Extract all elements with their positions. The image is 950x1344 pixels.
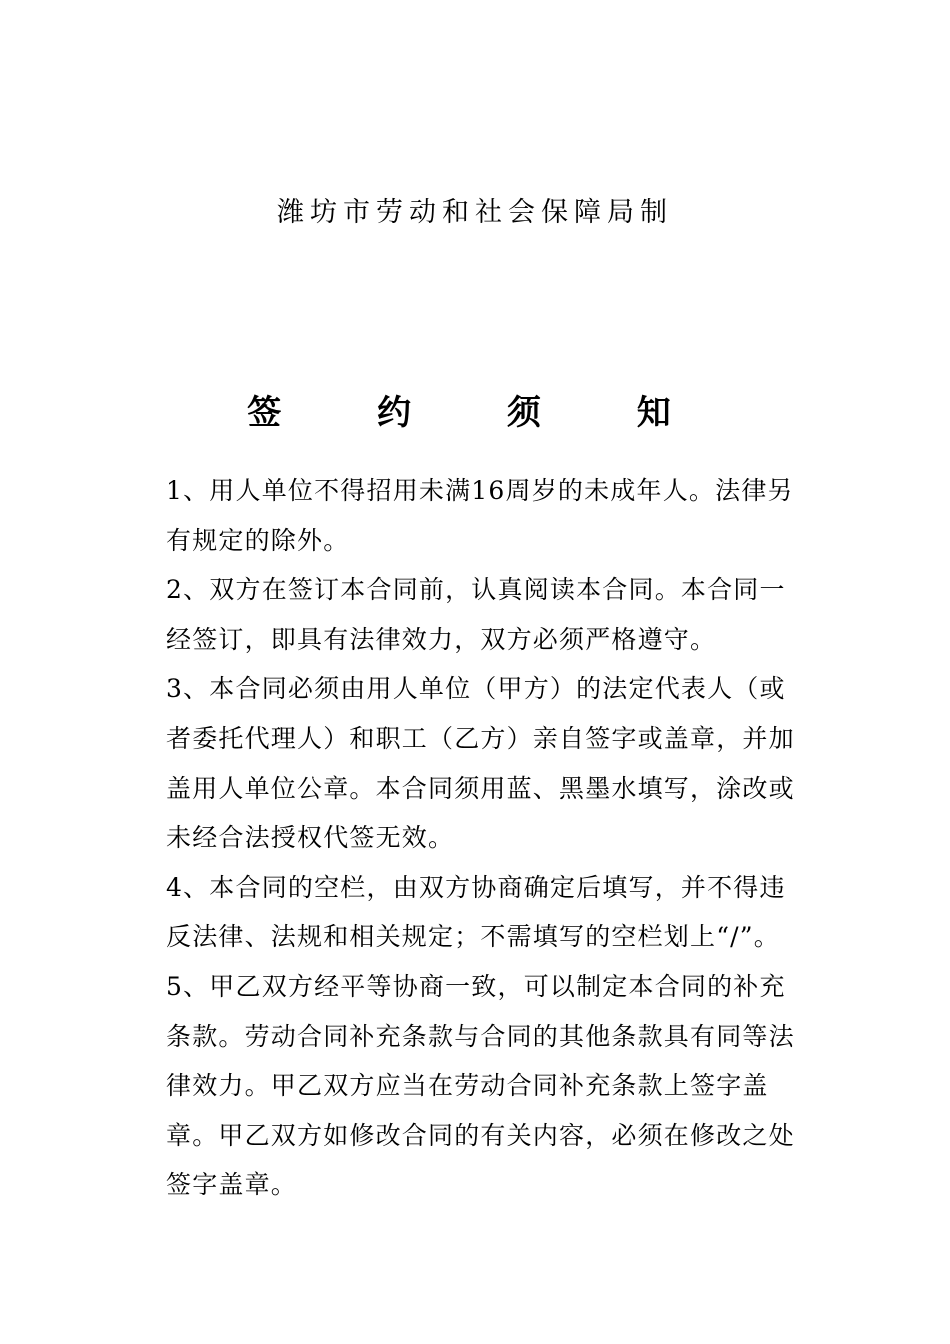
notice-title: 签 约 须 知 (247, 393, 713, 433)
term-item-5: 5、甲乙双方经平等协商一致，可以制定本合同的补充条款。劳动合同补充条款与合同的其他条款具有同等法律效力。甲乙双方应当在劳动合同补充条款上签字盖章。甲乙双方如修改合同的有关内容，必须在修改之处签字盖章。 (166, 971, 795, 1200)
issuer-line: 潍坊市劳动和社会保障局制 (277, 197, 673, 228)
term-item-3: 3、本合同必须由用人单位（甲方）的法定代表人（或者委托代理人）和职工（乙方）亲自签字或盖章，并加盖用人单位公章。本合同须用蓝、黑墨水填写，涂改或未经合法授权代签无效。 (166, 674, 795, 853)
terms-list (166, 466, 806, 1210)
term-item-1: 1、用人单位不得招用未满16周岁的未成年人。法律另有规定的除外。 (166, 476, 794, 555)
term-item-2: 2、双方在签订本合同前，认真阅读本合同。本合同一经签订，即具有法律效力，双方必须严格遵守。 (166, 575, 786, 654)
term-item-4: 4、本合同的空栏，由双方协商确定后填写，并不得违反法律、法规和相关规定；不需填写的空栏划上“/”。 (166, 872, 786, 952)
